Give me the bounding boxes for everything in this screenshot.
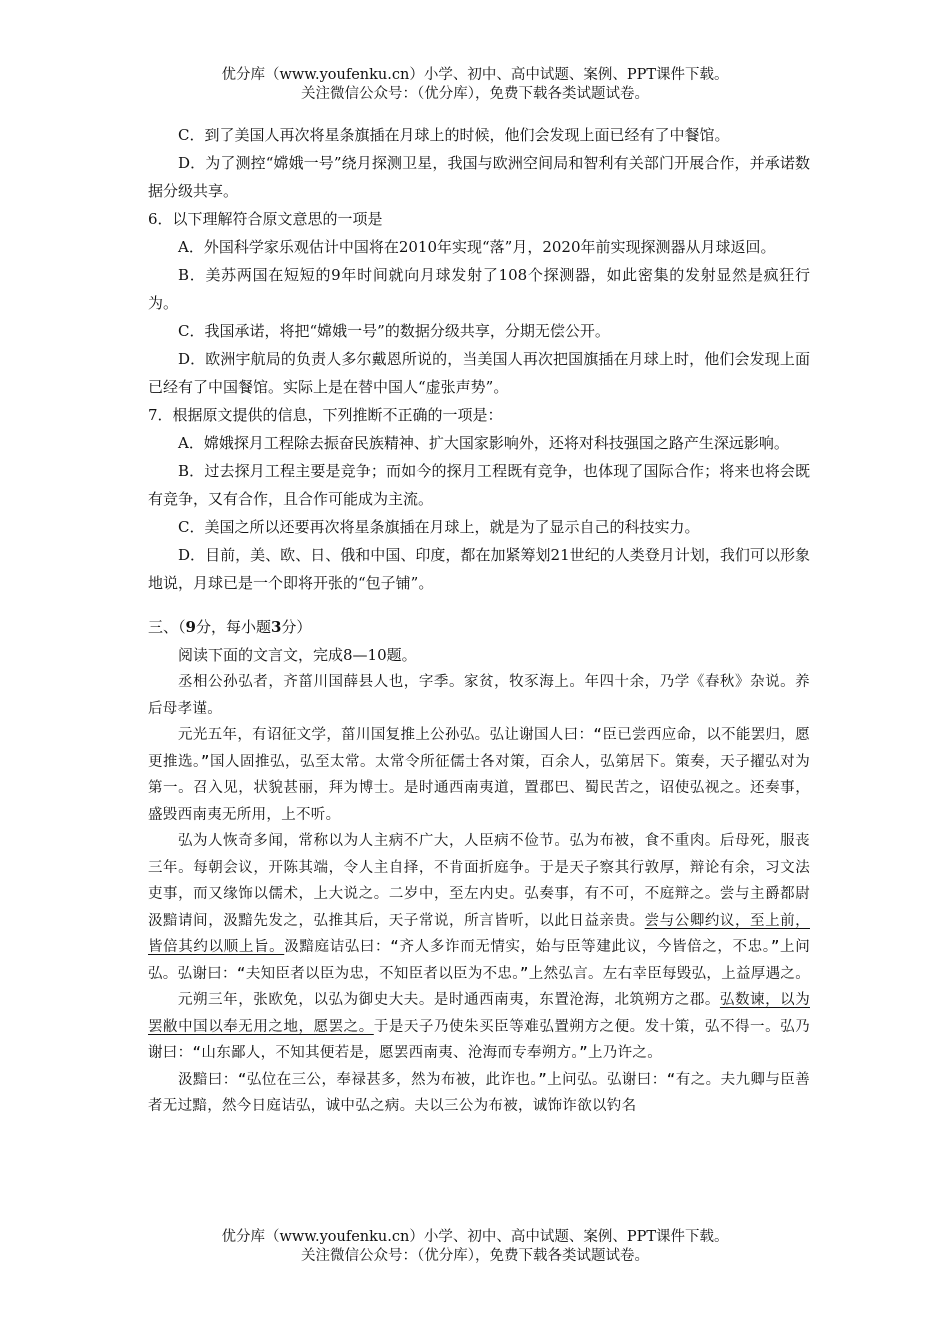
q5-option-c: C．到了美国人再次将星条旗插在月球上的时候，他们会发现上面已经有了中餐馆。 xyxy=(178,126,730,144)
underlined-sentence-1: 尝与公卿约议，至上前，皆倍其约以顺上旨。 xyxy=(148,912,810,955)
q7-option-b: B．过去探月工程主要是竞争；而如今的探月工程既有竞争，也体现了国际合作；将来也将会既有竞争，又有合作，且合作可能成为主流。 xyxy=(148,462,810,508)
q5-option-d: D．为了测控“嫦娥一号”绕月探测卫星，我国与欧洲空间局和智利有关部门开展合作，并承诺数据分级共享。 xyxy=(148,154,810,200)
q6-option-d: D．欧洲宇航局的负责人多尔戴恩所说的，当美国人再次把国旗插在月球上时，他们会发现上面已经有了中国餐馆。实际上是在替中国人“虚张声势”。 xyxy=(148,350,810,396)
classical-paragraph-2: 元光五年，有诏征文学，菑川国复推上公孙弘。弘让谢国人曰：“臣已尝西应命，以不能罢归，愿更推选。”国人固推弘，弘至太常。太常令所征儒士各对策，百余人，弘第居下。策奏，天子擢弘对为第一。召入见，状貌甚丽，拜为博士。是时通西南夷道，置郡巴、蜀民苦之，诏使弘视之。还奏事，盛毁西南夷无所用，上不听。 xyxy=(148,727,810,823)
header-line-2: 关注微信公众号：（优分库），免费下载各类试题试卷。 xyxy=(301,86,649,102)
underlined-sentence-2: 弘数谏，以为罢敝中国以奉无用之地，愿罢之。 xyxy=(148,992,810,1035)
footer-line-2: 关注微信公众号：（优分库），免费下载各类试题试卷。 xyxy=(301,1248,649,1264)
footer-line-1: 优分库（www.youfenku.cn）小学、初中、高中试题、案例、PPT课件下载。 xyxy=(221,1229,729,1245)
page-footer xyxy=(0,1228,950,1266)
q7-option-d: D．目前，美、欧、日、俄和中国、印度，都在加紧筹划21世纪的人类登月计划，我们可以形象地说，月球已是一个即将开张的“包子铺”。 xyxy=(148,546,810,592)
classical-paragraph-1: 丞相公孙弘者，齐菑川国薛县人也，字季。家贫，牧豕海上。年四十余，乃学《春秋》杂说。养后母孝谨。 xyxy=(148,674,810,717)
section-3-title: 三、（9分，每小题3分） xyxy=(148,618,312,636)
q6-option-c: C．我国承诺，将把“嫦娥一号”的数据分级共享，分期无偿公开。 xyxy=(178,322,610,340)
q6-stem: 6．以下理解符合原文意思的一项是 xyxy=(148,210,383,228)
q7-stem: 7．根据原文提供的信息，下列推断不正确的一项是： xyxy=(148,406,503,424)
classical-paragraph-5: 汲黯曰：“弘位在三公，奉禄甚多，然为布被，此诈也。”上问弘。弘谢曰：“有之。夫九卿与臣善者无过黯，然今日庭诘弘，诚中弘之病。夫以三公为布被，诚饰诈欲以钓名 xyxy=(148,1071,810,1114)
classical-paragraph-4: 元朔三年，张欧免，以弘为御史大夫。是时通西南夷，东置沧海，北筑朔方之郡。弘数谏，以为罢敝中国以奉无用之地，愿罢之。于是天子乃使朱买臣等难弘置朔方之便。发十策，弘不得一。弘乃谢曰：“山东鄙人，不知其便若是，愿罢西南夷、沧海而专奉朔方。”上乃许之。 xyxy=(148,992,810,1061)
section-spacer xyxy=(148,597,810,613)
page-header xyxy=(0,66,950,104)
section-3-instruction: 阅读下面的文言文，完成8—10题。 xyxy=(178,646,417,664)
classical-paragraph-3: 弘为人恢奇多闻，常称以为人主病不广大，人臣病不俭节。弘为布被，食不重肉。后母死，服丧三年。每朝会议，开陈其端，令人主自择，不肯面折庭争。于是天子察其行敦厚，辩论有余，习文法吏事，而又缘饰以儒术，上大说之。二岁中，至左内史。弘奏事，有不可，不庭辩之。尝与主爵都尉汲黯请间，汲黯先发之，弘推其后，天子常说，所言皆听，以此日益亲贵。尝与公卿约议，至上前，皆倍其约以顺上旨。汲黯庭诘弘曰：“齐人多诈而无情实，始与臣等建此议，今皆倍之，不忠。”上问弘。弘谢曰：“夫知臣者以臣为忠，不知臣者以臣为不忠。”上然弘言。左右幸臣每毁弘，上益厚遇之。 xyxy=(148,833,811,982)
q6-option-b: B．美苏两国在短短的9年时间就向月球发射了108个探测器，如此密集的发射显然是疯狂行为。 xyxy=(148,266,810,312)
q6-option-a: A．外国科学家乐观估计中国将在2010年实现“落”月，2020年前实现探测器从月球返回。 xyxy=(178,238,776,256)
header-line-1: 优分库（www.youfenku.cn）小学、初中、高中试题、案例、PPT课件下载。 xyxy=(221,67,729,83)
q7-option-c: C．美国之所以还要再次将星条旗插在月球上，就是为了显示自己的科技实力。 xyxy=(178,518,700,536)
q7-option-a: A．嫦娥探月工程除去振奋民族精神、扩大国家影响外，还将对科技强国之路产生深远影响。 xyxy=(178,434,789,452)
document-body xyxy=(148,121,810,1120)
